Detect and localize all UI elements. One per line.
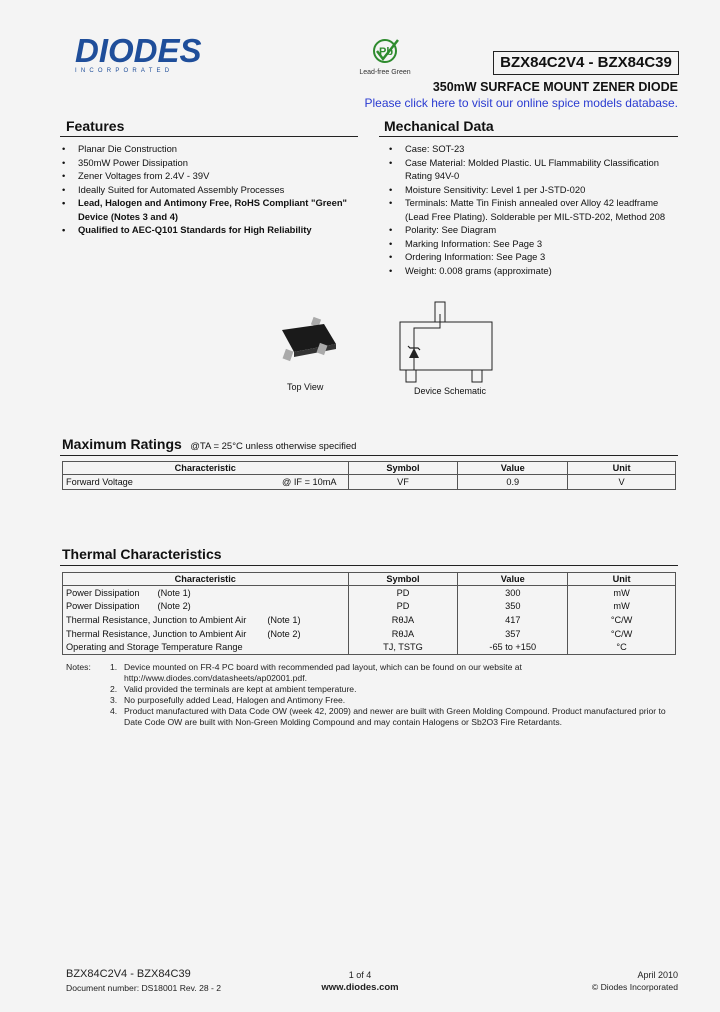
thermal-table [62,572,676,655]
spice-models-link[interactable]: Please click here to visit our online spice models database. [364,96,678,110]
characteristic-cell: Power Dissipation (Note 2) [63,600,349,614]
feature-item: • 350mW Power Dissipation [60,156,360,170]
unit-cell: °C/W [568,627,676,641]
thermal-divider [60,565,678,566]
features-title: Features [66,118,125,134]
value-cell: 0.9 [458,475,568,490]
note-ref: (Note 1) [267,614,301,625]
value-cell: 417 [458,613,568,627]
mechanical-item: • Case: SOT-23 [387,142,677,156]
mechanical-list [387,142,677,277]
mechanical-item: • Moisture Sensitivity: Level 1 per J-STD-020 [387,183,677,197]
notes-label: Notes: [66,662,91,672]
symbol-cell: VF [348,475,458,490]
mechanical-item: • Weight: 0.008 grams (approximate) [387,264,677,278]
symbol-cell: PD [348,586,458,600]
lead-free-green-badge [355,37,415,76]
value-cell: -65 to +150 [458,640,568,654]
note-item: 1. Device mounted on FR-4 PC board with recommended pad layout, which can be found on our website at http://www.diodes.com/datasheets/ap02001.pdf. [110,662,522,683]
thermal-title: Thermal Characteristics [62,546,222,562]
unit-cell: mW [568,600,676,614]
features-list [60,142,360,237]
max-ratings-condition: @TA = 25°C unless otherwise specified [190,441,357,452]
pb-free-icon [368,37,402,67]
table-row [63,613,676,627]
column-header: Characteristic [63,573,349,586]
mechanical-item: • Marking Information: See Page 3 [387,237,677,251]
sot23-package-image [272,316,342,366]
table-row [63,600,676,614]
product-subtitle: 350mW SURFACE MOUNT ZENER DIODE [432,80,678,94]
mechanical-item: • Case Material: Molded Plastic. UL Flammability Classification Rating 94V-0 [387,156,677,183]
feature-item: • Qualified to AEC-Q101 Standards for High Reliability [60,223,360,237]
mechanical-item: • Terminals: Matte Tin Finish annealed over Alloy 42 leadframe (Lead Free Plating). Solderable per MIL-STD-202, Method 208 [387,196,677,223]
unit-cell: °C/W [568,613,676,627]
max-ratings-title: Maximum Ratings [62,436,182,452]
condition-cell: @ IF = 10mA [282,476,337,487]
table-row [63,640,676,654]
column-header: Value [458,462,568,475]
column-header: Symbol [348,462,458,475]
characteristic-cell: Power Dissipation (Note 1) [63,586,349,600]
symbol-cell: RθJA [348,627,458,641]
schematic-caption: Device Schematic [414,386,487,396]
table-row [63,475,676,490]
feature-item: • Lead, Halogen and Antimony Free, RoHS Compliant "Green" Device (Notes 3 and 4) [60,196,360,223]
footer-doc-number: Document number: DS18001 Rev. 28 - 2 [66,983,222,993]
symbol-cell: PD [348,600,458,614]
part-number-box: BZX84C2V4 - BZX84C39 [493,51,679,75]
characteristic-cell: Operating and Storage Temperature Range [63,640,349,654]
symbol-cell: TJ, TSTG [348,640,458,654]
logo-text: DIODES [75,32,202,69]
features-divider [60,136,358,137]
feature-item: • Planar Die Construction [60,142,360,156]
svg-text:Pb: Pb [379,46,394,58]
mechanical-item: • Polarity: See Diagram [387,223,677,237]
characteristic-cell: Thermal Resistance, Junction to Ambient Air (Note 1) [63,613,349,627]
value-cell: 300 [458,586,568,600]
note-item: 3. No purposefully added Lead, Halogen and Antimony Free. [110,695,346,705]
note-ref: (Note 2) [157,601,191,612]
device-schematic [396,300,496,386]
column-header: Value [458,573,568,586]
characteristic-cell: Forward Voltage @ IF = 10mA [63,475,349,490]
max-ratings-divider [60,455,678,456]
mechanical-title: Mechanical Data [384,118,494,134]
max-ratings-table [62,461,676,490]
mechanical-item: • Ordering Information: See Page 3 [387,250,677,264]
feature-item: • Ideally Suited for Automated Assembly Processes [60,183,360,197]
column-header: Symbol [348,573,458,586]
diodes-logo [75,32,210,76]
table-row [63,627,676,641]
footer-website-link[interactable]: www.diodes.com [321,982,399,993]
feature-item: • Zener Voltages from 2.4V - 39V [60,169,360,183]
footer-page: 1 of 4 [348,970,372,980]
note-ref: (Note 2) [267,628,301,639]
note-item: 2. Valid provided the terminals are kept at ambient temperature. [110,684,357,694]
column-header: Unit [568,462,676,475]
top-view-caption: Top View [287,382,324,392]
note-item: 4. Product manufactured with Data Code OW (week 42, 2009) and newer are built with Green Molding Compound. Product manufactured prior to Date Code OW are built with Non-Green Molding Compound and may contain Halogens or Sb2O3 Fire Retardants. [110,706,666,727]
column-header: Characteristic [63,462,349,475]
footer-part-number: BZX84C2V4 - BZX84C39 [66,968,191,980]
footer-date: April 2010 [637,970,678,980]
note-ref: (Note 1) [157,587,191,598]
column-header: Unit [568,573,676,586]
symbol-cell: RθJA [348,613,458,627]
unit-cell: mW [568,586,676,600]
logo-subtext: INCORPORATED [75,68,174,74]
mechanical-divider [379,136,678,137]
table-row [63,586,676,600]
max-ratings-heading [62,436,356,454]
unit-cell: V [568,475,676,490]
footer-copyright: © Diodes Incorporated [591,982,678,992]
characteristic-cell: Thermal Resistance, Junction to Ambient Air (Note 2) [63,627,349,641]
value-cell: 357 [458,627,568,641]
badge-label: Lead-free Green [359,69,411,76]
unit-cell: °C [568,640,676,654]
value-cell: 350 [458,600,568,614]
